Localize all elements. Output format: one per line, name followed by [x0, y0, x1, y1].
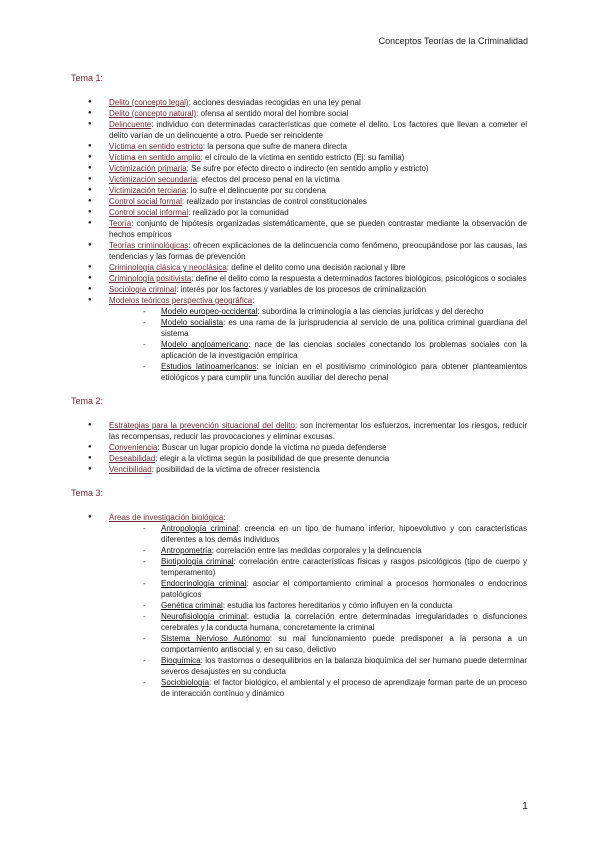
- sub-list-item: [109, 600, 527, 611]
- sub-list-item: [109, 633, 527, 655]
- list-item: [71, 97, 527, 108]
- term: Vencibilidad: [109, 465, 152, 474]
- definition: : son incrementar los esfuerzos, incrementar los riesgos, reducir las recompensas, reducir las provocaciones y eliminar excusas.: [109, 421, 528, 441]
- definition: :: [252, 296, 255, 305]
- list-item: [71, 442, 527, 453]
- term: Victimización primaria: [109, 164, 187, 173]
- sub-list: [109, 523, 527, 699]
- term: Antropología criminal: [161, 524, 239, 533]
- term: Bioquímica: [161, 656, 201, 665]
- bullet-list: [71, 97, 527, 383]
- list-item: [71, 174, 527, 185]
- bullet-list: [71, 420, 527, 475]
- term: Sistema Nervioso Autónomo: [161, 634, 270, 643]
- definition: : el círculo de la víctima en sentido estricto (Ej: su familia): [200, 153, 405, 162]
- list-item: [71, 152, 527, 163]
- section-title: Tema 1:: [71, 73, 104, 83]
- list-item: [71, 512, 527, 699]
- term: Modelo angloamericano: [161, 340, 249, 349]
- term: Víctima en sentido amplio: [109, 153, 201, 162]
- definition: : interés por los factores y variables de los procesos de criminalización: [176, 285, 427, 294]
- term: Conveniencia: [109, 443, 158, 452]
- definition: : individuo con determinadas características que comete el delito. Los factores que llevan a cometer el delito varían de un delincuente a otro. Puede ser reincidente: [109, 120, 527, 140]
- definition: : correlación entre características físicas y rasgos psicológicos (tipo de cuerpo y temperamento): [161, 557, 527, 577]
- sub-list-item: [109, 361, 527, 383]
- definition: : define el delito como la respuesta a determinados factores biológicos, psicológicos o sociales: [191, 274, 527, 283]
- list-item: [71, 196, 527, 207]
- term: Antropometría: [161, 546, 212, 555]
- term: Delito (concepto natural): [109, 109, 197, 118]
- term: Biotipología criminal: [161, 557, 234, 566]
- section-title: Tema 2:: [71, 396, 104, 406]
- sub-list-item: [109, 655, 527, 677]
- section-tema-2: [71, 395, 527, 475]
- definition: : define el delito como una decisión racional y libre: [226, 263, 406, 272]
- definition: : ofrecen explicaciones de la delincuencia como fenómeno, preocupándose por las causas, las tendencias y las formas de prevención: [109, 241, 527, 261]
- list-item: [71, 453, 527, 464]
- section-tema-1: [71, 72, 527, 383]
- list-item: [71, 185, 527, 196]
- list-item: [71, 284, 527, 295]
- list-item: [71, 163, 527, 174]
- term: Áreas de investigación biológica: [109, 513, 224, 522]
- term: Teoría: [109, 219, 132, 228]
- section-title: Tema 3:: [71, 488, 104, 498]
- term: Endocrinología criminal: [161, 579, 247, 588]
- definition: : ofensa al sentido moral del hombre social: [196, 109, 349, 118]
- bullet-list: [71, 512, 527, 699]
- list-item: [71, 262, 527, 273]
- term: Victimización secundaria: [109, 175, 197, 184]
- definition: : posibilidad de la víctima de ofrecer resistencia: [151, 465, 320, 474]
- list-item: [71, 464, 527, 475]
- term: Sociobiología: [161, 678, 210, 687]
- definition: : efectos del proceso penal en la víctima: [196, 175, 340, 184]
- definition: : realizado por la comunidad: [188, 208, 289, 217]
- list-item: [71, 240, 527, 262]
- sub-list-item: [109, 339, 527, 361]
- section-tema-3: [71, 487, 527, 699]
- document-header: Conceptos Teorías de la Criminalidad: [378, 36, 528, 46]
- sub-list-item: [109, 611, 527, 633]
- term: Criminología clásica y neoclásica: [109, 263, 227, 272]
- definition: : estudia los factores hereditarios y cómo influyen en la conducta: [222, 601, 453, 610]
- page-number: 1: [522, 800, 528, 812]
- term: Modelo europeo-occidental: [161, 307, 258, 316]
- definition: : estudia la correlación entre determinadas irregularidades o disfunciones cerebrales y la conducta humana, concretamente la criminal: [161, 612, 527, 632]
- definition: : acciones desviadas recogidas en una ley penal: [188, 98, 361, 107]
- term: Delito (concepto legal): [109, 98, 189, 107]
- term: Victimización terciaria: [109, 186, 187, 195]
- list-item: [71, 141, 527, 152]
- term: Estudios latinoamericanos: [161, 362, 257, 371]
- definition: : lo sufre el delincuente por su condena: [186, 186, 326, 195]
- term: Delincuente: [109, 120, 152, 129]
- term: Modelo socialista: [161, 318, 224, 327]
- definition: : el factor biológico, el ambiental y el proceso de aprendizaje forman parte de un proceso de interacción contínuo y dinámico: [161, 678, 527, 698]
- term: Sociología criminal: [109, 285, 177, 294]
- list-item: [71, 119, 527, 141]
- term: Estrategias para la prevención situacional del delito: [109, 421, 295, 430]
- sub-list-item: [109, 556, 527, 578]
- sub-list: [109, 306, 527, 383]
- list-item: [71, 295, 527, 383]
- sub-list-item: [109, 523, 527, 545]
- term: Deseabilidad: [109, 454, 156, 463]
- definition: : conjunto de hipótesis organizadas sistemáticamente, que se pueden contrastar mediante la observación de hechos empíricos: [109, 219, 527, 239]
- term: Control social informal: [109, 208, 189, 217]
- term: Teorías criminológicas: [109, 241, 189, 250]
- definition: : subordina la criminología a las ciencias jurídicas y del derecho: [257, 307, 484, 316]
- document-body: [71, 72, 527, 711]
- definition: : los trastornos o desequilibrios en la balanza bioquímica del ser humano puede determinar severos desajustes en su conducta: [161, 656, 527, 676]
- term: Víctima en sentido estricto: [109, 142, 203, 151]
- term: Genética criminal: [161, 601, 223, 610]
- definition: : realizado por instancias de control constitucionales: [181, 197, 367, 206]
- definition: : se inician en el positivismo criminológico para obtener planteamientos etiológicos y para cumplir una función auxiliar del derecho penal: [161, 362, 527, 382]
- definition: : Se sufre por efecto directo o indirecto (en sentido amplio y estricto): [186, 164, 429, 173]
- list-item: [71, 273, 527, 284]
- definition: : Buscar un lugar propicio donde la víctima no pueda defenderse: [157, 443, 387, 452]
- list-item: [71, 207, 527, 218]
- definition: : creencia en un tipo de humano inferior, hipoevolutivo y con características diferentes a los demás individuos: [161, 524, 527, 544]
- definition: : la persona que sufre de manera directa: [202, 142, 347, 151]
- list-item: [71, 218, 527, 240]
- list-item: [71, 108, 527, 119]
- term: Criminología positivista: [109, 274, 192, 283]
- sub-list-item: [109, 677, 527, 699]
- definition: : asociar el comportamiento criminal a procesos hormonales o endocrinos patológicos: [161, 579, 527, 599]
- sub-list-item: [109, 545, 527, 556]
- definition: : nace de las ciencias sociales conectando los problemas sociales con la aplicación de la investigación empírica: [161, 340, 527, 360]
- term: Modelos teóricos perspectiva geográfica: [109, 296, 253, 305]
- sub-list-item: [109, 306, 527, 317]
- definition: : su mal funcionamiento puede predisponer a la persona a un comportamiento antisocial y, en su caso, delictivo: [161, 634, 527, 654]
- list-item: [71, 420, 527, 442]
- sub-list-item: [109, 578, 527, 600]
- definition: : es una rama de la jurisprudencia al servicio de una política criminal guardiana del sistema: [161, 318, 527, 338]
- definition: : elegir a la víctima según la posibilidad de que presente denuncia: [155, 454, 390, 463]
- term: Control social formal: [109, 197, 182, 206]
- term: Neurofisiología criminal: [161, 612, 247, 621]
- sub-list-item: [109, 317, 527, 339]
- definition: :: [223, 513, 226, 522]
- definition: : correlación entre las medidas corporales y la delincuencia: [211, 546, 422, 555]
